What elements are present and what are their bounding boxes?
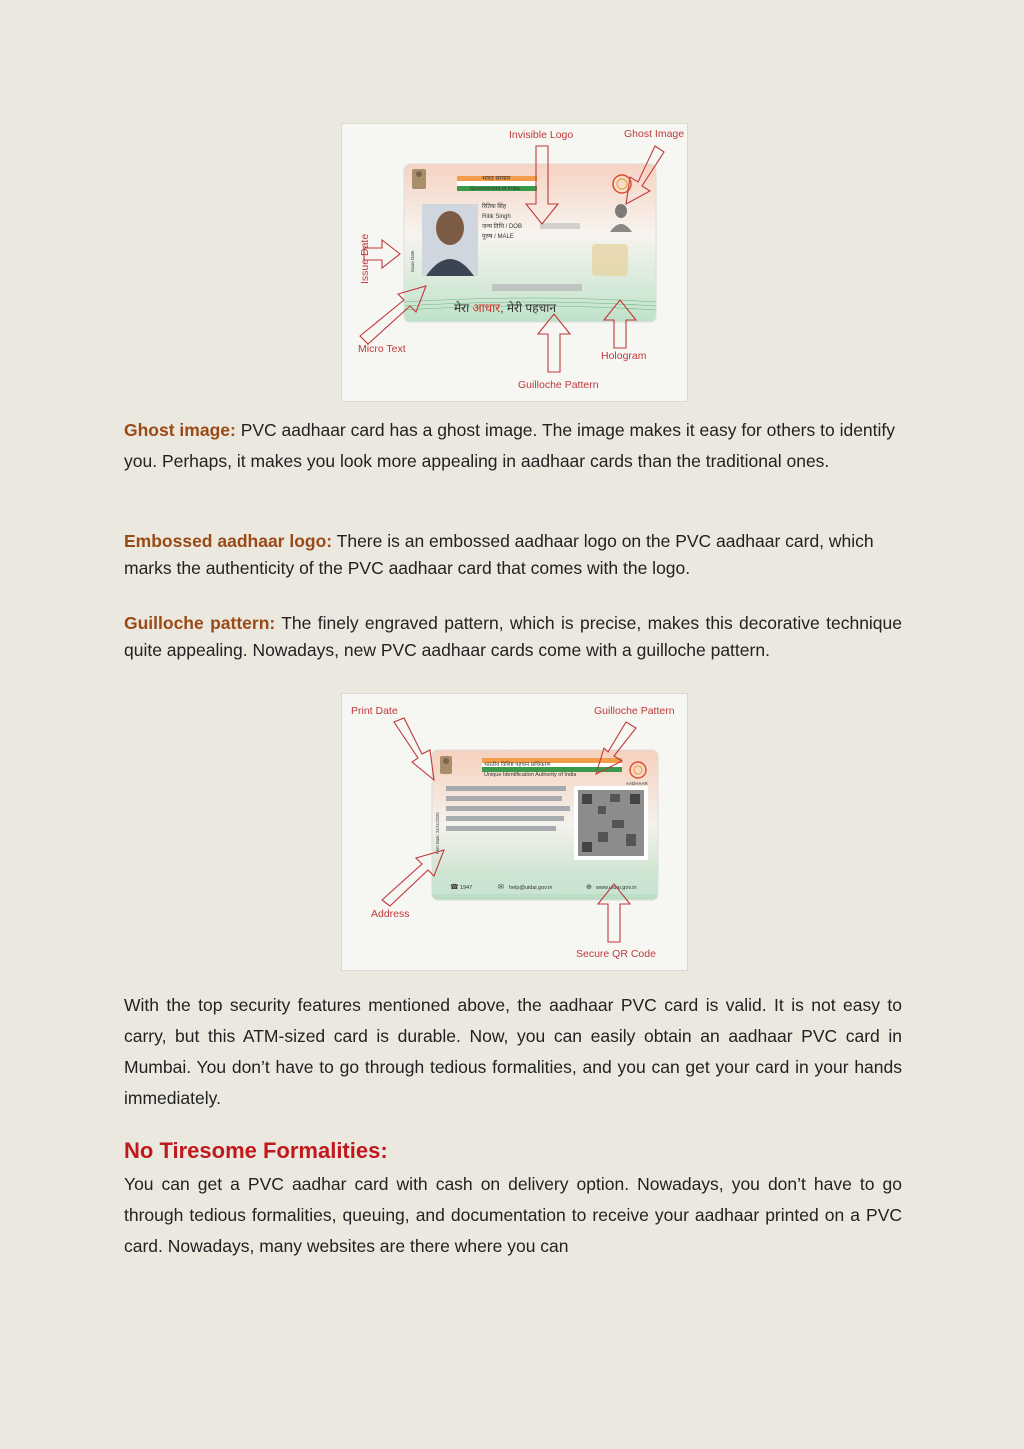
guilloche-term: Guilloche pattern: xyxy=(124,613,276,633)
embossed-logo-paragraph xyxy=(124,528,902,582)
label-issue-date: Issue Date xyxy=(359,233,371,284)
label-invisible-logo: Invisible Logo xyxy=(509,129,574,141)
emblem-icon xyxy=(440,756,452,774)
ghost-image-term: Ghost image: xyxy=(124,420,236,440)
label-ghost-image: Ghost Image xyxy=(624,128,685,140)
card-web: www.uidai.gov.in xyxy=(596,885,637,891)
aadhaar-back-illustration xyxy=(342,694,687,970)
card-gov-of-india: Government of India xyxy=(470,186,520,192)
emblem-icon xyxy=(412,169,426,189)
label-secure-qr: Secure QR Code xyxy=(576,948,656,960)
card-authority: Unique Identification Authority of India xyxy=(484,772,577,778)
validity-paragraph: With the top security features mentioned above, the aadhaar PVC card is valid. It is not easy to carry, but this ATM-sized card is durable. Now, you can easily obtain an aadhaar PVC card in Mumbai. You don’t have to go through tedious formalities, and you can get your card in your hands immediately. xyxy=(124,995,902,1108)
holder-photo xyxy=(422,204,478,276)
email-icon: ✉ xyxy=(498,884,504,891)
label-print-date: Print Date xyxy=(351,705,398,717)
card-aadhaar-brand: AADHAAR xyxy=(626,781,648,786)
card-issue-date-small: Issue Date xyxy=(410,250,415,272)
secure-qr-code xyxy=(574,786,648,860)
embossed-logo-text: There is an embossed aadhaar logo on the PVC aadhaar card, which marks the authenticity of the PVC aadhaar card that comes with the logo. xyxy=(124,531,874,578)
card-name-hindi: रितिक सिंह xyxy=(482,204,507,210)
label-hologram: Hologram xyxy=(601,350,647,362)
no-tiresome-formalities-heading: No Tiresome Formalities: xyxy=(124,1138,388,1163)
guilloche-text: The finely engraved pattern, which is precise, makes this decorative technique quite appealing. Nowadays, new PVC aadhaar cards come with a guilloche pattern. xyxy=(124,613,903,660)
label-guilloche-pattern: Guilloche Pattern xyxy=(518,379,599,391)
card-name: Ritik Singh xyxy=(482,214,511,220)
label-guilloche-pattern: Guilloche Pattern xyxy=(594,705,675,717)
card-gender: पुरुष / MALE xyxy=(482,234,514,240)
guilloche-paragraph xyxy=(124,610,902,664)
card-dob-label: जन्म तिथि / DOB xyxy=(482,224,522,230)
card-phone: 1947 xyxy=(460,885,473,891)
card-tagline: मेरा आधार, मेरी पहचान xyxy=(454,301,556,315)
aadhaar-front-illustration xyxy=(342,124,687,401)
globe-icon: ⊕ xyxy=(586,884,592,891)
ghost-image-paragraph xyxy=(124,415,902,477)
phone-icon: ☎ xyxy=(450,884,459,891)
ghost-image-text: PVC aadhaar card has a ghost image. The image makes it easy for others to identify you. Perhaps, it makes you look more appealing in aadhaar cards than the traditional ones. xyxy=(124,420,896,471)
embossed-logo-term: Embossed aadhaar logo: xyxy=(124,531,333,551)
card-print-date-small: Print Date: 24/11/2020 xyxy=(435,812,440,854)
label-micro-text: Micro Text xyxy=(358,343,406,355)
card-hindi-authority: भारतीय विशिष्ट पहचान प्राधिकरण xyxy=(484,762,551,768)
label-address: Address xyxy=(371,908,410,920)
card-hindi-gov: भारत सरकार xyxy=(482,176,511,182)
aadhaar-front-figure xyxy=(341,123,688,402)
card-email: help@uidai.gov.in xyxy=(509,885,553,891)
hologram-patch xyxy=(592,244,628,276)
aadhaar-back-figure xyxy=(341,693,688,971)
formalities-paragraph: You can get a PVC aadhar card with cash on delivery option. Nowadays, you don’t have to go through tedious formalities, queuing, and documentation to receive your aadhaar printed on a PVC card. Nowadays, many websites are there where you can xyxy=(124,1174,902,1256)
